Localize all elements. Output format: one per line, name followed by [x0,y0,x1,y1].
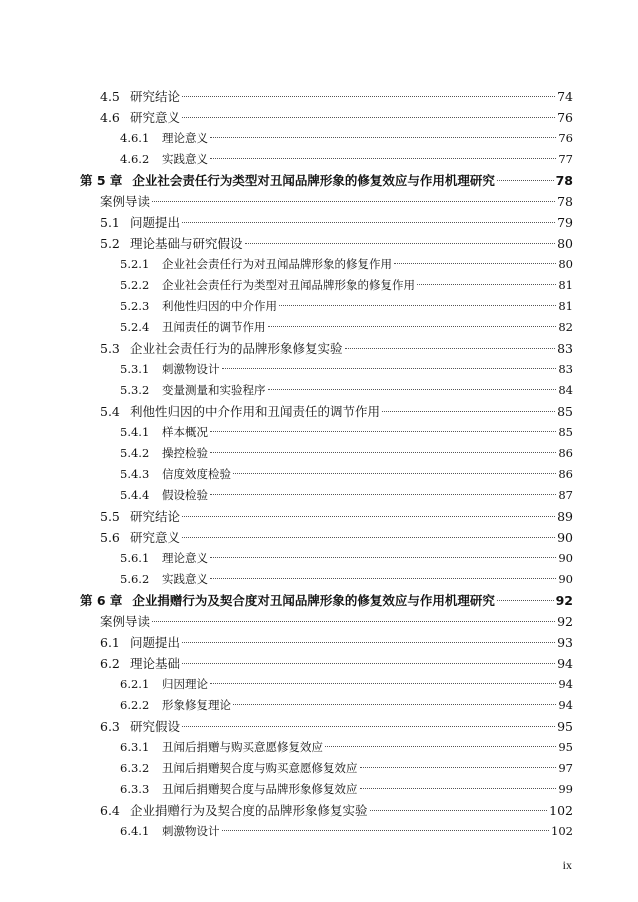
dot-leader [233,704,556,705]
toc-chapter-entry[interactable] [80,170,573,191]
toc-entry-title: 理论意义 [162,551,208,565]
toc-entry-title: 企业社会责任行为的品牌形象修复实验 [130,341,343,356]
toc-entry-title: 变量测量和实验程序 [162,383,266,397]
toc-entry-title: 理论基础与研究假设 [130,236,243,251]
dot-leader [497,180,554,181]
toc-chapter-entry[interactable] [80,590,573,611]
toc-entry-number: 6.1 [100,635,120,650]
toc-entry-page: 90 [558,551,573,565]
toc-entry-number: 5.2.4 [120,320,150,334]
toc-entry-title: 研究意义 [130,110,181,125]
dot-leader [370,810,548,811]
toc-entry-number: 4.5 [100,89,120,104]
toc-entry-number: 5.2.1 [120,257,150,271]
toc-entry-title: 利他性归因的中介作用和丑闻责任的调节作用 [130,404,381,419]
toc-entry[interactable] [80,149,573,170]
toc-entry[interactable] [80,191,573,212]
toc-entry[interactable] [80,506,573,527]
page-number: ix [562,858,572,872]
toc-entry-page: 80 [558,257,573,271]
toc-entry[interactable] [80,695,573,716]
toc-entry[interactable] [80,296,573,317]
toc-entry-title: 案例导读 [100,614,151,629]
toc-entry-page: 85 [558,425,573,439]
toc-entry-title: 利他性归因的中介作用 [162,299,277,313]
toc-entry-page: 102 [549,803,573,818]
dot-leader [497,600,554,601]
toc-entry-number: 第 5 章 [80,173,123,188]
dot-leader [222,830,550,831]
dot-leader [182,642,555,643]
toc-entry[interactable] [80,611,573,632]
toc-entry-page: 76 [558,131,573,145]
dot-leader [360,767,557,768]
dot-leader [152,201,555,202]
toc-entry-number: 6.2 [100,656,120,671]
dot-leader [279,305,556,306]
toc-entry-number: 5.2.2 [120,278,150,292]
toc-entry-page: 74 [557,89,573,104]
dot-leader [210,431,556,432]
dot-leader [182,726,555,727]
toc-entry-number: 6.4 [100,803,120,818]
toc-entry[interactable] [80,548,573,569]
toc-entry[interactable] [80,443,573,464]
toc-entry[interactable] [80,716,573,737]
dot-leader [233,473,556,474]
toc-entry-title: 企业社会责任行为类型对丑闻品牌形象的修复作用 [162,278,415,292]
toc-entry-title: 形象修复理论 [162,698,231,712]
toc-entry-title: 研究结论 [130,509,181,524]
toc-entry-page: 99 [558,782,573,796]
dot-leader [182,96,555,97]
toc-entry-page: 90 [557,530,573,545]
toc-entry-number: 6.4.1 [120,824,150,838]
toc-entry-number: 5.6 [100,530,120,545]
toc-entry-title: 丑闻后捐赠契合度与品牌形象修复效应 [162,782,358,796]
toc-entry-page: 97 [558,761,573,775]
toc-entry-page: 84 [558,383,573,397]
toc-entry-page: 77 [558,152,573,166]
toc-entry-number: 6.2.2 [120,698,150,712]
toc-entry[interactable] [80,737,573,758]
toc-entry-number: 6.3.1 [120,740,150,754]
toc-entry[interactable] [80,359,573,380]
toc-entry-page: 86 [558,446,573,460]
toc-entry-title: 问题提出 [130,215,181,230]
toc-entry-number: 5.6.1 [120,551,150,565]
toc-entry-title: 刺激物设计 [162,824,220,838]
toc-entry-title: 信度效度检验 [162,467,231,481]
dot-leader [210,137,556,138]
toc-entry[interactable] [80,485,573,506]
toc-entry-number: 5.3 [100,341,120,356]
toc-entry-page: 85 [557,404,573,419]
toc-entry[interactable] [80,212,573,233]
toc-entry-page: 90 [558,572,573,586]
toc-entry-title: 研究意义 [130,530,181,545]
toc-entry-page: 92 [555,593,573,608]
toc-entry[interactable] [80,800,573,821]
toc-entry-number: 5.6.2 [120,572,150,586]
dot-leader [268,389,557,390]
toc-entry-title: 企业社会责任行为类型对丑闻品牌形象的修复效应与作用机理研究 [132,173,495,188]
toc-entry[interactable] [80,380,573,401]
toc-entry-number: 4.6.2 [120,152,150,166]
toc-entry-title: 企业社会责任行为对丑闻品牌形象的修复作用 [162,257,392,271]
toc-entry[interactable] [80,779,573,800]
toc-entry[interactable] [80,275,573,296]
toc-entry-title: 丑闻后捐赠契合度与购买意愿修复效应 [162,761,358,775]
dot-leader [394,263,556,264]
toc-entry-title: 实践意义 [162,572,208,586]
toc-entry-title: 问题提出 [130,635,181,650]
dot-leader [268,326,557,327]
toc-entry-title: 样本概况 [162,425,208,439]
toc-entry-title: 丑闻后捐赠与购买意愿修复效应 [162,740,323,754]
toc-entry[interactable] [80,233,573,254]
toc-entry-page: 95 [557,719,573,734]
toc-entry[interactable] [80,422,573,443]
dot-leader [360,788,557,789]
toc-entry[interactable] [80,674,573,695]
dot-leader [210,452,556,453]
toc-entry-page: 86 [558,467,573,481]
toc-entry-page: 94 [558,698,573,712]
toc-entry-title: 案例导读 [100,194,151,209]
toc-entry-title: 丑闻责任的调节作用 [162,320,266,334]
toc-entry-page: 94 [558,677,573,691]
toc-entry-number: 5.2.3 [120,299,150,313]
toc-entry-page: 87 [558,488,573,502]
toc-entry-number: 5.3.2 [120,383,150,397]
toc-entry[interactable] [80,401,573,422]
toc-entry-title: 归因理论 [162,677,208,691]
toc-entry-title: 企业捐赠行为及契合度的品牌形象修复实验 [130,803,368,818]
toc-entry[interactable] [80,464,573,485]
toc-entry[interactable] [80,527,573,548]
toc-entry-number: 4.6 [100,110,120,125]
toc-entry-number: 6.3 [100,719,120,734]
toc-entry-title: 研究假设 [130,719,181,734]
toc-entry-number: 4.6.1 [120,131,150,145]
dot-leader [210,494,556,495]
dot-leader [325,746,556,747]
dot-leader [182,117,555,118]
toc-entry-title: 理论基础 [130,656,181,671]
dot-leader [210,578,556,579]
toc-entry-page: 95 [558,740,573,754]
toc-entry-number: 5.4.2 [120,446,150,460]
toc-entry-page: 78 [557,194,573,209]
toc-entry-number: 第 6 章 [80,593,123,608]
toc-entry-page: 76 [557,110,573,125]
toc-entry-page: 79 [557,215,573,230]
toc-entry-number: 6.2.1 [120,677,150,691]
dot-leader [182,537,555,538]
dot-leader [210,158,556,159]
toc-entry-page: 83 [557,341,573,356]
toc-entry-title: 企业捐赠行为及契合度对丑闻品牌形象的修复效应与作用机理研究 [132,593,495,608]
toc-entry[interactable] [80,128,573,149]
toc-entry-page: 82 [558,320,573,334]
toc-entry-title: 研究结论 [130,89,181,104]
toc-entry-title: 实践意义 [162,152,208,166]
toc-entry-number: 5.5 [100,509,120,524]
toc-entry-number: 5.4.3 [120,467,150,481]
toc-entry-page: 92 [557,614,573,629]
toc-entry-number: 6.3.2 [120,761,150,775]
dot-leader [222,368,557,369]
toc-entry-page: 80 [557,236,573,251]
dot-leader [152,621,555,622]
toc-entry-page: 94 [557,656,573,671]
table-of-contents [80,86,573,842]
dot-leader [182,663,555,664]
toc-entry-title: 刺激物设计 [162,362,220,376]
toc-entry-title: 理论意义 [162,131,208,145]
toc-entry-number: 5.2 [100,236,120,251]
toc-entry[interactable] [80,317,573,338]
dot-leader [245,243,556,244]
dot-leader [182,222,555,223]
dot-leader [417,284,556,285]
toc-entry[interactable] [80,821,573,842]
toc-entry[interactable] [80,758,573,779]
toc-entry-number: 5.3.1 [120,362,150,376]
toc-entry-page: 89 [557,509,573,524]
dot-leader [382,411,555,412]
toc-entry-number: 5.4.1 [120,425,150,439]
toc-entry-number: 5.4 [100,404,120,419]
dot-leader [210,557,556,558]
dot-leader [182,516,555,517]
toc-entry[interactable] [80,86,573,107]
toc-entry-page: 81 [558,278,573,292]
toc-entry-page: 78 [555,173,573,188]
toc-entry[interactable] [80,653,573,674]
toc-entry-number: 5.1 [100,215,120,230]
toc-entry-number: 6.3.3 [120,782,150,796]
toc-entry-title: 假设检验 [162,488,208,502]
toc-entry[interactable] [80,107,573,128]
toc-entry-page: 93 [557,635,573,650]
toc-entry-page: 83 [558,362,573,376]
toc-entry[interactable] [80,338,573,359]
toc-entry[interactable] [80,569,573,590]
dot-leader [210,683,556,684]
toc-entry[interactable] [80,632,573,653]
dot-leader [345,348,556,349]
toc-entry-number: 5.4.4 [120,488,150,502]
toc-entry-page: 81 [558,299,573,313]
toc-entry-page: 102 [551,824,573,838]
toc-entry[interactable] [80,254,573,275]
toc-entry-title: 操控检验 [162,446,208,460]
